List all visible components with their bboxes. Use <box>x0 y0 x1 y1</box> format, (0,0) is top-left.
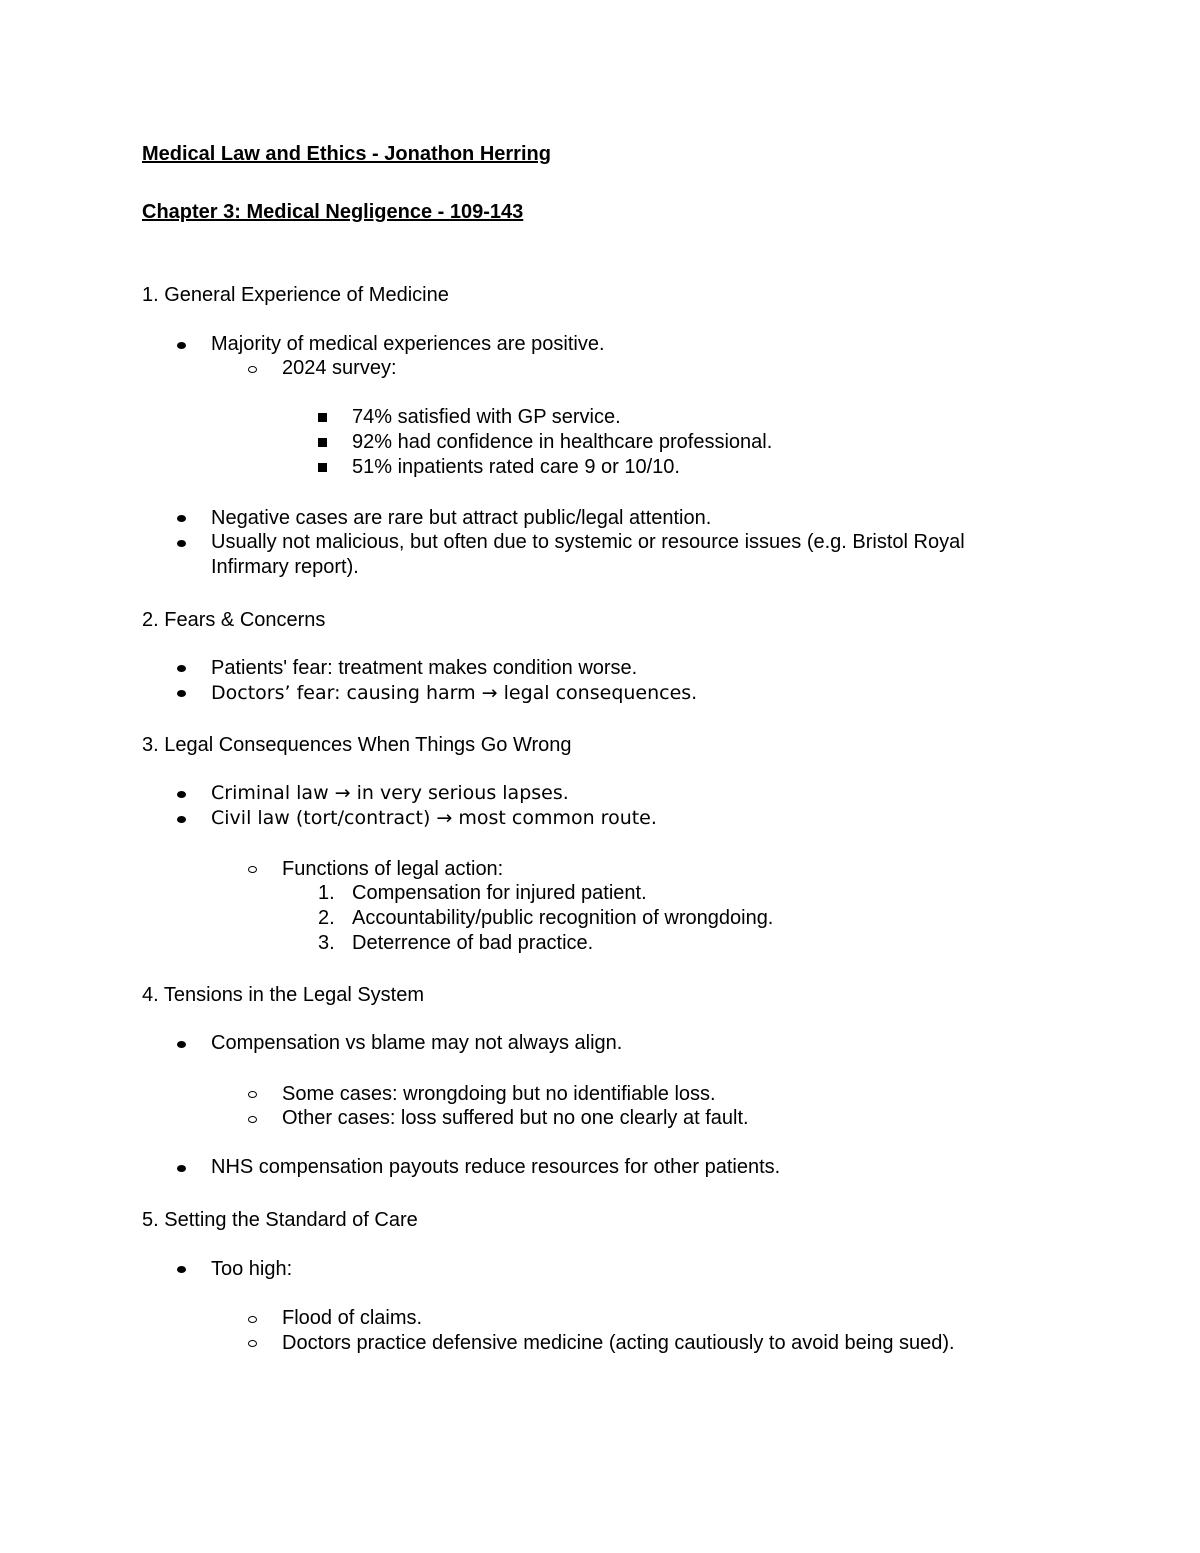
list-item: 51% inpatients rated care 9 or 10/10. <box>352 456 680 478</box>
list-item-continuation: Infirmary report). <box>211 556 359 578</box>
list-item: Patients' fear: treatment makes condition worse. <box>211 657 638 679</box>
bullet-icon <box>177 1165 186 1172</box>
list-item: Too high: <box>211 1258 293 1280</box>
list-item: 92% had confidence in healthcare professional. <box>352 431 773 453</box>
list-item: Criminal law → in very serious lapses. <box>211 782 569 804</box>
list-number: 1. <box>318 882 335 904</box>
bullet-icon <box>177 791 186 798</box>
section-3-heading: 3. Legal Consequences When Things Go Wrong <box>142 734 572 756</box>
bullet-icon <box>177 690 186 697</box>
list-item: Doctors practice defensive medicine (acting cautiously to avoid being sued). <box>282 1332 955 1354</box>
hollow-bullet-icon <box>248 1316 257 1323</box>
bullet-icon <box>177 665 186 672</box>
list-item: Compensation vs blame may not always align. <box>211 1032 623 1054</box>
list-item: Negative cases are rare but attract public/legal attention. <box>211 507 712 529</box>
bullet-icon <box>177 342 186 349</box>
list-item: Other cases: loss suffered but no one clearly at fault. <box>282 1107 749 1129</box>
hollow-bullet-icon <box>248 866 257 873</box>
hollow-bullet-icon <box>248 1340 257 1347</box>
list-item: Functions of legal action: <box>282 858 504 880</box>
square-bullet-icon <box>318 413 327 422</box>
section-2-heading: 2. Fears & Concerns <box>142 609 326 631</box>
list-item: NHS compensation payouts reduce resources for other patients. <box>211 1156 781 1178</box>
list-item: Some cases: wrongdoing but no identifiable loss. <box>282 1083 716 1105</box>
bullet-icon <box>177 540 186 547</box>
list-number: 3. <box>318 932 335 954</box>
hollow-bullet-icon <box>248 1091 257 1098</box>
section-4-heading: 4. Tensions in the Legal System <box>142 984 425 1006</box>
hollow-bullet-icon <box>248 1116 257 1123</box>
list-item: 74% satisfied with GP service. <box>352 406 621 428</box>
list-item: Doctors’ fear: causing harm → legal consequences. <box>211 682 698 704</box>
list-item: Deterrence of bad practice. <box>352 932 594 954</box>
bullet-icon <box>177 1041 186 1048</box>
list-item: Majority of medical experiences are positive. <box>211 333 605 355</box>
bullet-icon <box>177 1266 186 1273</box>
bullet-icon <box>177 816 186 823</box>
chapter-heading: Chapter 3: Medical Negligence - 109-143 <box>142 201 524 223</box>
document-title: Medical Law and Ethics - Jonathon Herring <box>142 143 551 165</box>
list-item: Civil law (tort/contract) → most common route. <box>211 807 657 829</box>
section-1-heading: 1. General Experience of Medicine <box>142 284 449 306</box>
square-bullet-icon <box>318 438 327 447</box>
list-item: 2024 survey: <box>282 357 397 379</box>
list-item: Compensation for injured patient. <box>352 882 647 904</box>
square-bullet-icon <box>318 463 327 472</box>
bullet-icon <box>177 515 186 522</box>
list-item: Usually not malicious, but often due to systemic or resource issues (e.g. Bristol Royal <box>211 531 965 553</box>
list-item: Flood of claims. <box>282 1307 423 1329</box>
section-5-heading: 5. Setting the Standard of Care <box>142 1209 418 1231</box>
hollow-bullet-icon <box>248 366 257 373</box>
list-number: 2. <box>318 907 335 929</box>
list-item: Accountability/public recognition of wrongdoing. <box>352 907 774 929</box>
